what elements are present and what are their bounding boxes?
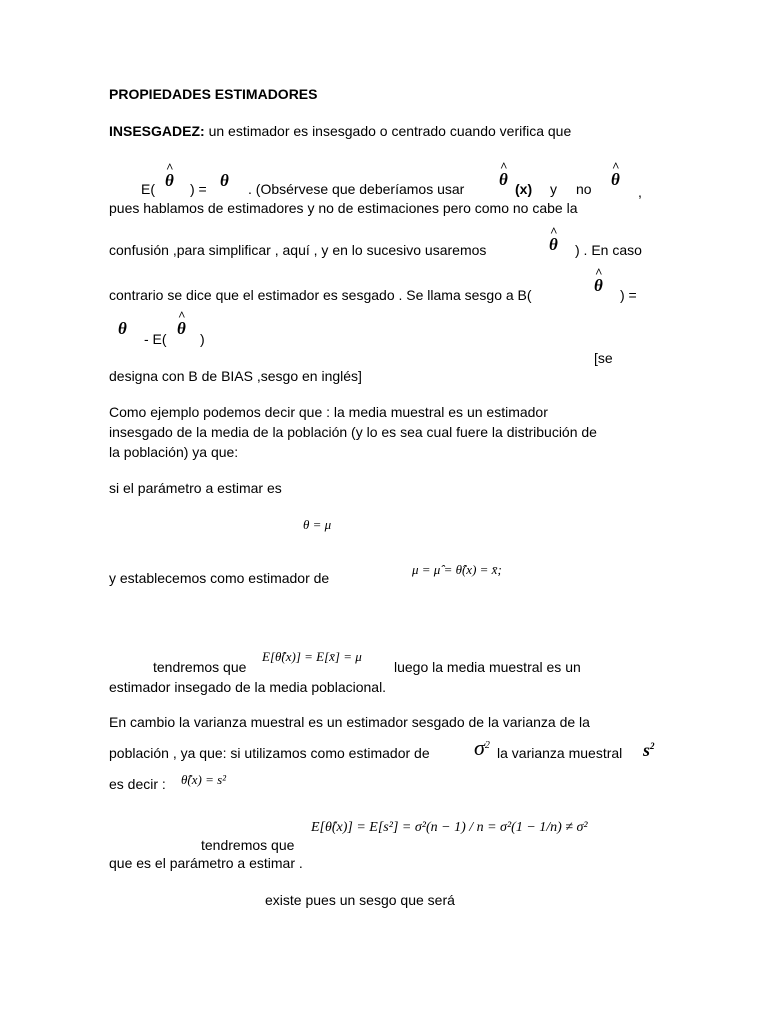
- theta-symbol: θ: [118, 319, 127, 338]
- theta-hat-symbol: ^ θ: [549, 224, 558, 254]
- theta-hat-symbol: ^ θ: [177, 308, 186, 338]
- s-squared-symbol: $s^2$: [643, 740, 655, 760]
- expectation-formula: E[θ̂(x)] = E[x̄] = μ: [262, 649, 362, 664]
- theta-hat-symbol: ^ θ: [499, 159, 508, 189]
- estimator-formula: μ = μ̂ = θ̂(x) = x̄;: [412, 562, 502, 577]
- paragraph-line: estimador insegado de la media poblacional.: [109, 679, 387, 695]
- observe-text: . (Obsérvese que deberíamos usar: [248, 181, 465, 197]
- expectation-close: ) =: [190, 181, 207, 197]
- y-word: y: [550, 181, 557, 197]
- insesgadez-line: [109, 122, 571, 140]
- paragraph-line: es decir :: [109, 776, 166, 792]
- sigma-squared-symbol: $\sigma^2$: [474, 735, 490, 760]
- insesgadez-text: un estimador es insesgado o centrado cuando verifica que: [208, 123, 572, 139]
- paragraph-line: la población) ya que:: [109, 444, 239, 460]
- paragraph-line: designa con B de BIAS ,sesgo en inglés]: [109, 368, 362, 384]
- theta-hat-symbol: ^ θ: [611, 159, 620, 189]
- paragraph-line: existe pues un sesgo que será: [265, 892, 455, 908]
- theta-symbol: θ: [220, 171, 229, 190]
- esdecir-formula: θ̂(x) = s²: [181, 772, 227, 787]
- paragraph-line-end: ) =: [620, 287, 637, 303]
- paragraph-line: luego la media muestral es un: [394, 659, 581, 675]
- theta-equals-mu-formula: θ = μ: [303, 517, 332, 532]
- page-title: PROPIEDADES ESTIMADORES: [109, 86, 318, 102]
- bracket-se: [se: [594, 350, 613, 366]
- x-argument: (x): [515, 181, 533, 197]
- paragraph-line: si el parámetro a estimar es: [109, 480, 282, 496]
- no-word: no: [576, 181, 592, 197]
- paragraph-line-end: ) . En caso: [575, 242, 642, 258]
- paragraph-line: insesgado de la media de la población (y lo es sea cual fuere la distribución de: [109, 424, 597, 440]
- theta-hat-symbol: ^ θ: [165, 160, 174, 190]
- paragraph-line: - E(: [144, 331, 167, 347]
- theta-hat-symbol: ^ θ: [594, 265, 603, 295]
- paragraph-line-end: ): [200, 331, 205, 347]
- paragraph-line: y establecemos como estimador de: [109, 570, 330, 586]
- paragraph-line: que es el parámetro a estimar .: [109, 855, 303, 871]
- paragraph-line: tendremos que: [201, 837, 295, 853]
- paragraph-line: contrario se dice que el estimador es sesgado . Se llama sesgo a B(: [109, 287, 532, 303]
- variance-bias-formula: E[θ̂(x)] = E[s²] = σ²(n − 1) / n = σ²(1 − 1/n) ≠ σ²: [311, 820, 588, 835]
- paragraph-line: la varianza muestral: [497, 745, 623, 761]
- insesgadez-label: INSESGADEZ:: [109, 123, 205, 139]
- expectation-open: E(: [141, 181, 155, 197]
- comma: ,: [638, 184, 642, 200]
- paragraph-line: pues hablamos de estimadores y no de estimaciones pero como no cabe la: [109, 200, 578, 216]
- paragraph-line: población , ya que: si utilizamos como estimador de: [109, 745, 430, 761]
- paragraph-line: En cambio la varianza muestral es un estimador sesgado de la varianza de la: [109, 714, 590, 730]
- paragraph-line: confusión ,para simplificar , aquí , y en lo sucesivo usaremos: [109, 242, 487, 258]
- paragraph-line: tendremos que: [153, 659, 247, 675]
- paragraph-line: Como ejemplo podemos decir que : la media muestral es un estimador: [109, 404, 548, 420]
